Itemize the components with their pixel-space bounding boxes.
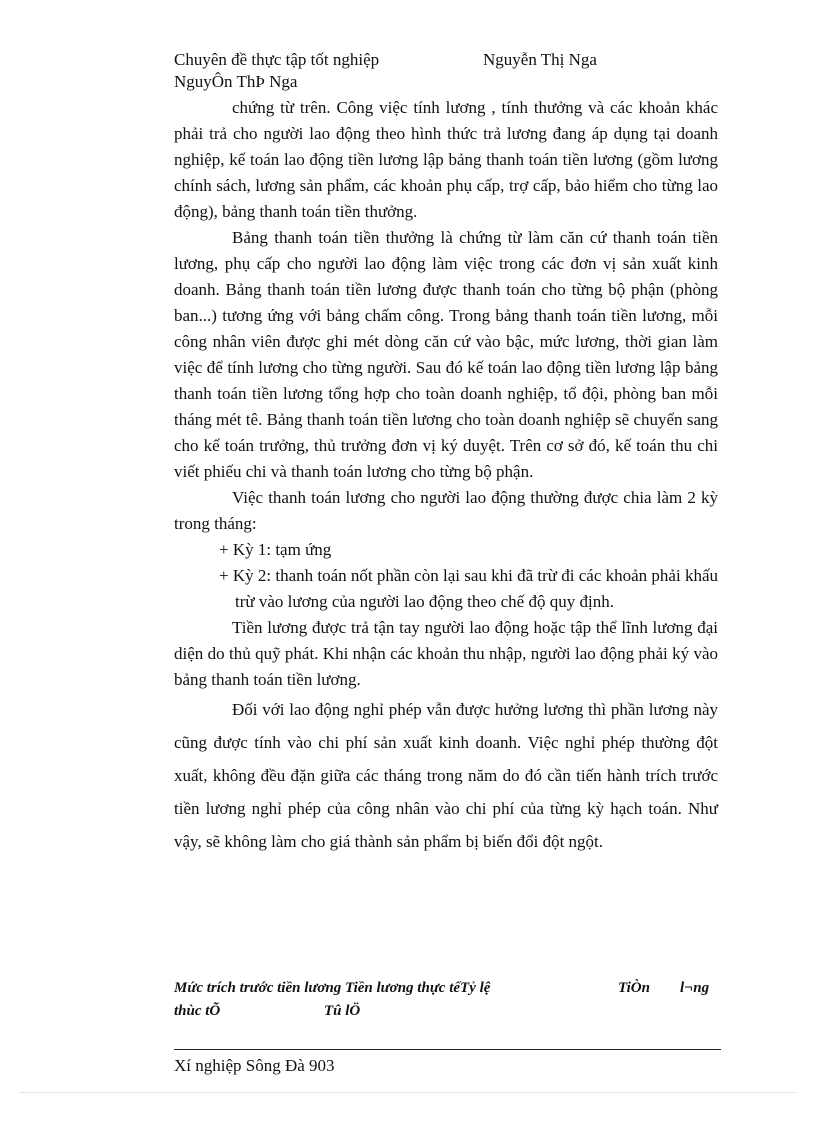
formula-text-d: thùc tÕ — [174, 1003, 221, 1019]
header-title: Chuyên đề thực tập tốt nghiệp — [174, 50, 380, 69]
paragraph-4: Tiền lương được trả tận tay người lao động hoặc tập thể lĩnh lương đại diện do thủ quỹ phát. Khi nhận các khoản thu nhập, người lao động phải ký vào bảng thanh toán tiền lương. — [174, 618, 718, 689]
document-body — [174, 95, 718, 858]
formula-text-a: Mức trích trước tiền lương Tiền lương thực tếTỷ lệ — [174, 980, 491, 996]
header-author: Nguyễn Thị Nga — [483, 50, 597, 69]
paragraph-1: chứng từ trên. Công việc tính lương , tính thưởng và các khoản khác phải trả cho người lao động theo hình thức trả lương đang áp dụng tại doanh nghiệp, kế toán lao động tiền lương lập bảng thanh toán tiền lương (gồm lương chính sách, lương sản phẩm, các khoản phụ cấp, trợ cấp, bảo hiểm cho từng lao động), bảng thanh toán tiền thưởng. — [174, 98, 718, 221]
list-item-2: + Kỳ 2: thanh toán nốt phần còn lại sau khi đã trừ đi các khoản phải khấu trừ vào lương của người lao động theo chế độ quy định. — [219, 566, 718, 611]
paragraph-2: Bảng thanh toán tiền thưởng là chứng từ làm căn cứ thanh toán tiền lương, phụ cấp cho người lao động làm việc trong các đơn vị sản xuất kinh doanh. Bảng thanh toán tiền lương được thanh toán cho từng bộ phận (phòng ban...) tương ứng với bảng chấm công. Trong bảng thanh toán tiền lương, mỗi công nhân viên được ghi mét dòng căn cứ vào bậc, mức lương, thời gian làm việc để tính lương cho từng người. Sau đó kế toán lao động tiền lương lập bảng thanh toán tiền lương tổng hợp cho toàn doanh nghiệp, tổ đội, phòng ban mỗi tháng mét tê. Bảng thanh toán tiền lương cho toàn doanh nghiệp sẽ chuyển sang cho kế toán trưởng, thủ trưởng đơn vị ký duyệt. Trên cơ sở đó, kế toán thu chi viết phiếu chi và thanh toán lương cho từng bộ phận. — [174, 228, 718, 481]
footer-divider — [174, 1049, 721, 1050]
paragraph-3: Việc thanh toán lương cho người lao động thường được chia làm 2 kỳ trong tháng: — [174, 488, 718, 533]
formula-text-c: l¬ng — [680, 980, 710, 996]
page-edge — [20, 1092, 796, 1093]
header-author-garbled: NguyÔn ThÞ Nga — [174, 72, 298, 91]
formula-text-e: Tû lÖ — [324, 1003, 361, 1019]
list-item-1: + Kỳ 1: tạm ứng — [219, 540, 332, 559]
footer-text: Xí nghiệp Sông Đà 903 — [174, 1056, 335, 1075]
formula-text-b: TiÒn — [618, 980, 650, 996]
paragraph-5: Đối với lao động nghỉ phép vẫn được hưởng lương thì phần lương này cũng được tính vào chi phí sản xuất kinh doanh. Việc nghỉ phép thường đột xuất, không đều đặn giữa các tháng trong năm do đó cần tiến hành trích trước tiền lương nghỉ phép của công nhân vào chi phí của từng kỳ hạch toán. Như vậy, sẽ không làm cho giá thành sản phẩm bị biến đổi đột ngột. — [174, 700, 718, 851]
